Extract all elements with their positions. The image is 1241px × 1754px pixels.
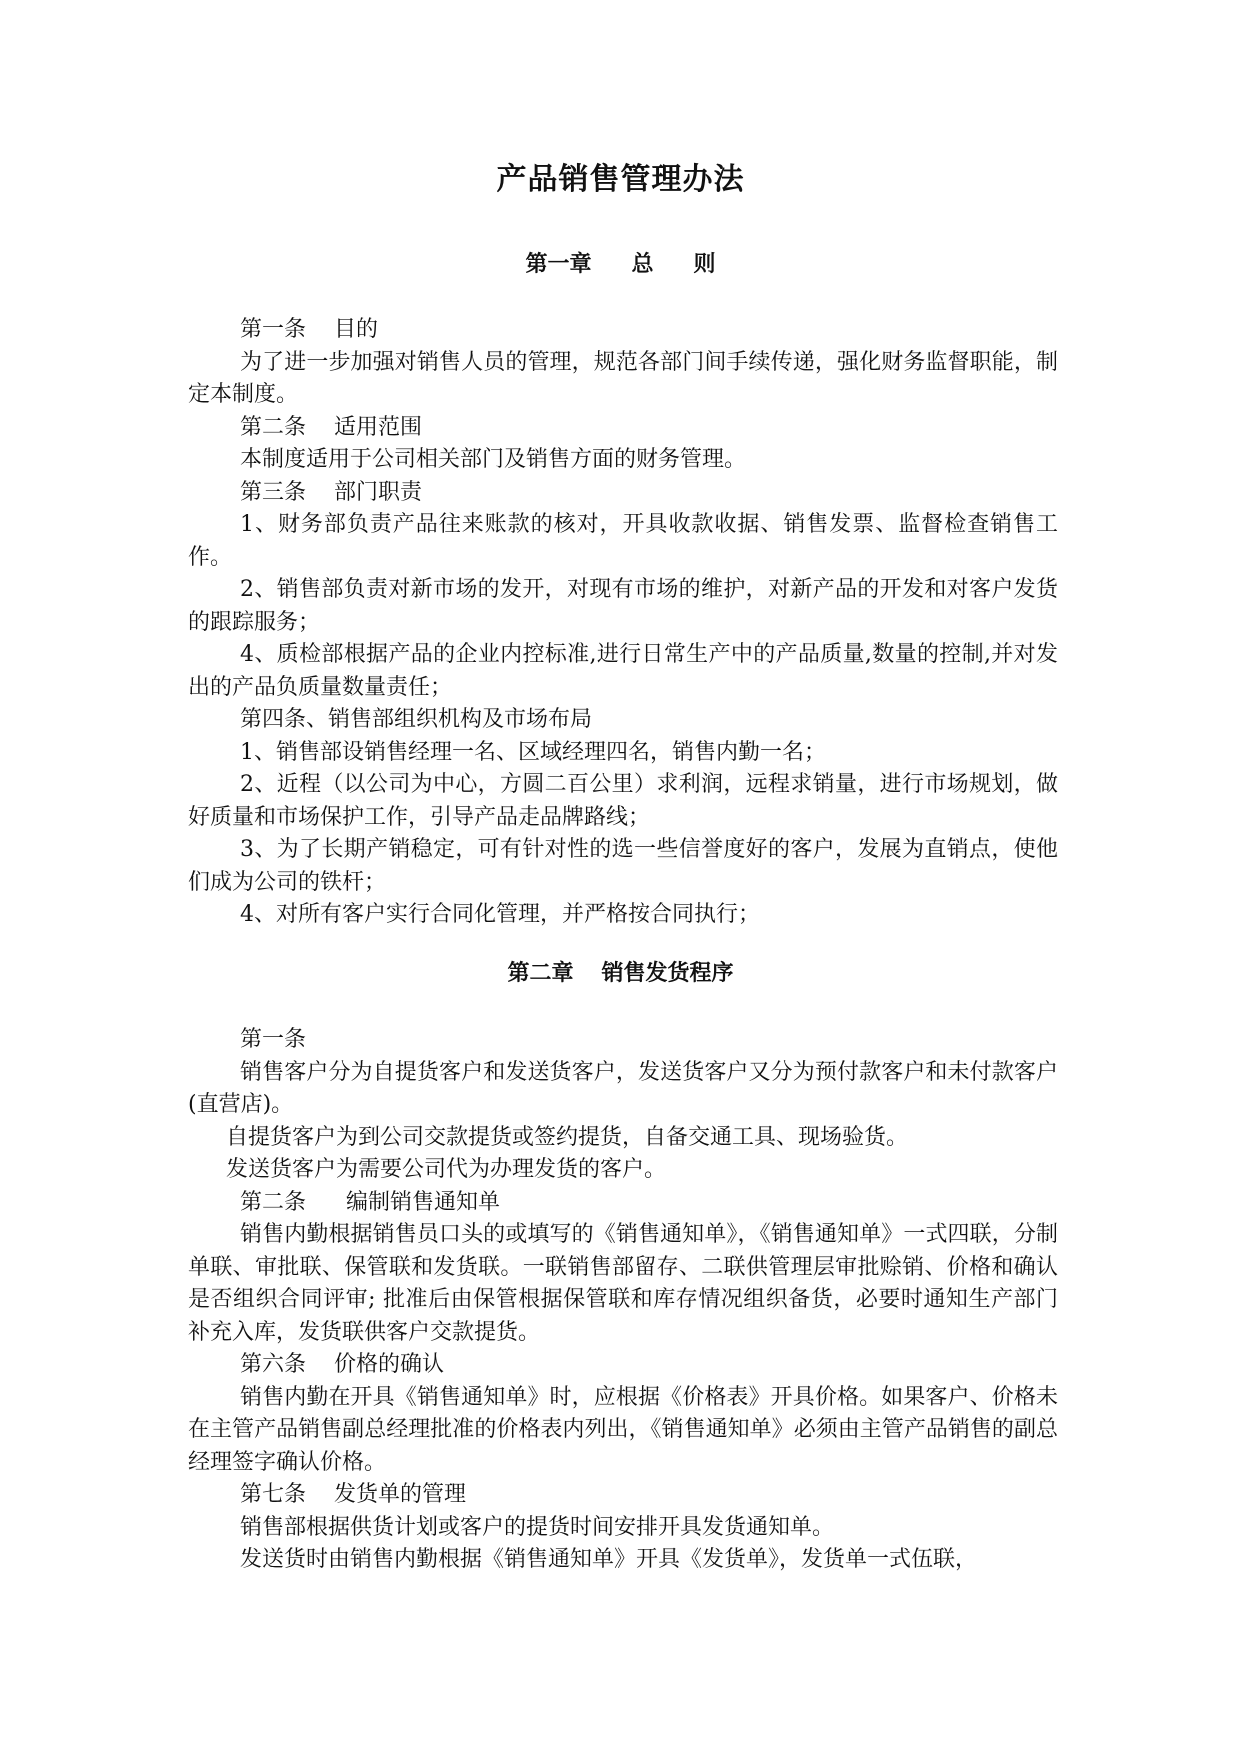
article-title: 编制销售通知单 [346, 1189, 501, 1215]
paragraph: 销售内勤在开具《销售通知单》时，应根据《价格表》开具价格。如果客户、价格未在主管产品销售副总经理批准的价格表内列出，《销售通知单》必须由主管产品销售的副总经理签字确认价格。 [188, 1384, 1058, 1475]
chapter-1-label: 第一章 [525, 251, 592, 277]
article-title: 适用范围 [334, 414, 423, 440]
paragraph: 1、销售部设销售经理一名、区域经理四名，销售内勤一名； [240, 739, 826, 765]
article-heading: 第一条 [240, 1027, 307, 1052]
chapter-2-label: 第二章 [507, 960, 574, 986]
article-title: 目的 [334, 317, 379, 342]
article-heading [188, 1187, 1058, 1220]
chapter-1-heading [0, 248, 1241, 280]
chapter-1-body [188, 314, 1058, 932]
paragraph: 4、质检部根据产品的企业内控标准,进行日常生产中的产品质量,数量的控制,并对发出的产品负质量数量责任； [188, 642, 1058, 700]
chapter-2-name: 销售发货程序 [601, 960, 734, 986]
article-heading: 第四条、销售部组织机构及市场布局 [240, 707, 593, 732]
paragraph: 本制度适用于公司相关部门及销售方面的财务管理。 [240, 447, 747, 472]
paragraph: 发送货客户为需要公司代为办理发货的客户。 [226, 1157, 667, 1182]
article-number: 第一条 [240, 317, 307, 342]
paragraph: 3、为了长期产销稳定，可有针对性的选一些信誉度好的客户，发展为直销点，使他们成为公司的铁杆； [188, 837, 1058, 895]
chapter-2-heading [0, 957, 1241, 989]
article-number: 第三条 [240, 479, 307, 505]
article-heading [188, 1479, 1058, 1512]
paragraph: 自提货客户为到公司交款提货或签约提货，自备交通工具、现场验货。 [226, 1124, 909, 1150]
paragraph: 销售内勤根据销售员口头的或填写的《销售通知单》，《销售通知单》一式四联，分制单联、审批联、保管联和发货联。一联销售部留存、二联供管理层审批赊销、价格和确认是否组织合同评审; 批准后由保管根据保管联和库存情况组织备货，必要时通知生产部门补充入库，发货联供客户交款提货。 [188, 1222, 1058, 1345]
paragraph: 1、财务部负责产品往来账款的核对，开具收款收据、销售发票、监督检查销售工作。 [188, 512, 1058, 570]
article-title: 价格的确认 [334, 1352, 445, 1377]
paragraph: 2、销售部负责对新市场的发开，对现有市场的维护，对新产品的开发和对客户发货的跟踪服务； [188, 577, 1058, 635]
article-number: 第六条 [240, 1352, 307, 1377]
article-heading [188, 412, 1058, 445]
article-heading [188, 314, 1058, 347]
chapter-1-name-part2: 则 [693, 251, 716, 277]
article-number: 第二条 [240, 414, 307, 440]
article-title: 部门职责 [334, 479, 423, 505]
article-title: 发货单的管理 [334, 1482, 467, 1507]
paragraph: 销售部根据供货计划或客户的提货时间安排开具发货通知单。 [240, 1514, 835, 1540]
chapter-2-body [188, 1024, 1058, 1577]
article-number: 第七条 [240, 1482, 307, 1507]
paragraph: 2、近程（以公司为中心，方圆二百公里）求利润，远程求销量，进行市场规划，做好质量和市场保护工作，引导产品走品牌路线； [188, 772, 1058, 830]
article-number: 第二条 [240, 1189, 307, 1215]
document-title: 产品销售管理办法 [496, 162, 745, 197]
paragraph: 为了进一步加强对销售人员的管理，规范各部门间手续传递，强化财务监督职能，制定本制度。 [188, 349, 1058, 407]
article-heading [188, 1349, 1058, 1382]
paragraph: 销售客户分为自提货客户和发送货客户，发送货客户又分为预付款客户和未付款客户(直营店)。 [188, 1059, 1058, 1117]
paragraph: 4、对所有客户实行合同化管理，并严格按合同执行； [240, 902, 760, 927]
paragraph: 发送货时由销售内勤根据《销售通知单》开具《发货单》，发货单一式伍联， [240, 1547, 978, 1572]
article-heading [188, 477, 1058, 510]
chapter-1-name-part1: 总 [631, 251, 654, 277]
